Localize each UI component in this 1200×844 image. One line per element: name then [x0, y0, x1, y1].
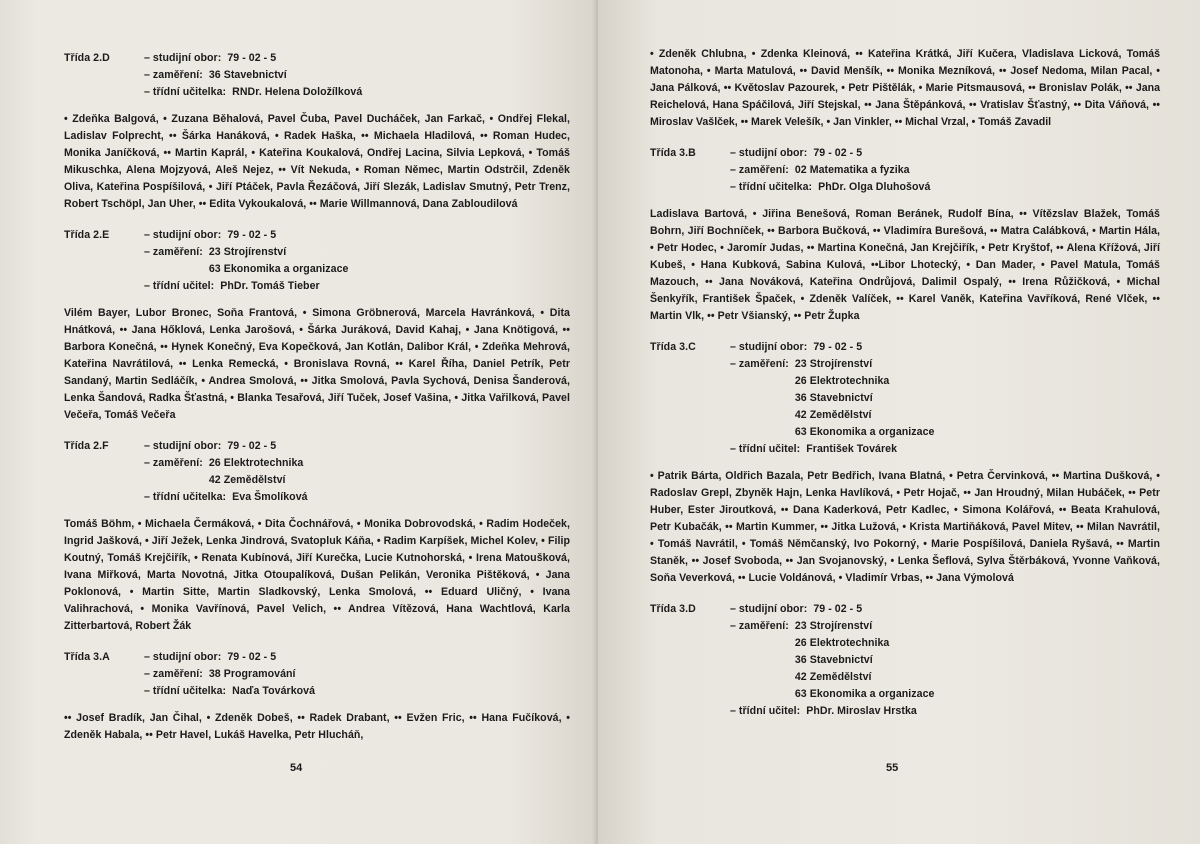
- detail-value: Naďa Továrková: [232, 685, 316, 697]
- class-header: [650, 339, 1160, 458]
- class-title: Třída 3.C: [650, 341, 696, 353]
- class-section: [650, 339, 1160, 587]
- detail-value: 42 Zemědělství: [794, 409, 872, 421]
- detail-value: 38 Programování: [208, 668, 296, 680]
- page-right: [598, 0, 1200, 844]
- class-header: [64, 227, 570, 295]
- student-list: [650, 468, 1160, 587]
- detail-key: – studijní obor:: [144, 229, 222, 241]
- names-paragraph: Ladislava Bartová, • Jiřina Benešová, Roman Beránek, Rudolf Bína, •• Vítězslav Blažek, Tomáš Bohrn, Jiří Bochníček, •• Barbora Bučková, •• Vladimíra Burešová, •• Matra Calábková, • Martin Hála, • Petr Hodec, • Jaromír Judas, •• Martina Konečná, Jan Krejčiřík, • Petr Kryštof, •• Alena Křížová, Jiří Kubeš, • Hana Kubková, Sabina Kulová, ••Libor Lhotecký, • Dan Mader, • Pavel Matula, Tomáš Mazouch, •• Jana Nováková, Kateřina Ondrůjová, Dalimil Ospalý, •• Irena Růžičková, • Michal Šenkyřík, František Špaček, • Zdeněk Valíček, •• Karel Vaněk, Kateřina Vavříková, René Vlček, •• Martin Vlk, •• Petr Všianský, •• Petr Župka: [650, 208, 1160, 322]
- class-title: Třída 2.D: [64, 52, 110, 64]
- detail-value: 23 Strojírenství: [794, 358, 873, 370]
- detail-row: [730, 407, 1160, 424]
- detail-row: [730, 686, 1160, 703]
- detail-key: – třídní učitel:: [730, 705, 801, 717]
- page-number-right: 55: [886, 762, 899, 774]
- detail-value: Eva Šmolíková: [232, 491, 308, 503]
- detail-value: 79 - 02 - 5: [227, 52, 277, 64]
- detail-key: – zaměření:: [144, 668, 203, 680]
- detail-key: – studijní obor:: [730, 603, 808, 615]
- class-details: [144, 50, 570, 101]
- class-title: Třída 3.D: [650, 603, 696, 615]
- detail-row: [730, 356, 1160, 373]
- detail-value: 26 Elektrotechnika: [794, 375, 890, 387]
- detail-key: – studijní obor:: [144, 52, 222, 64]
- detail-key: – třídní učitel:: [144, 280, 215, 292]
- detail-row: [730, 669, 1160, 686]
- detail-row: [144, 244, 570, 261]
- names-paragraph: Vilém Bayer, Lubor Bronec, Soňa Frantová, • Simona Gröbnerová, Marcela Havránková, • Dita Hnátková, •• Jana Hőklová, Lenka Jarošová, • Šárka Juráková, David Kahaj, • Jana Knötigová, •• Barbora Konečná, •• Hynek Konečný, Eva Kopečková, Jan Kotlán, Dalibor Král, • Zdeňka Mehrová, Kateřina Navrátilová, •• Lenka Remecká, • Bronislava Rovná, •• Karel Říha, Daniel Petrík, Petr Sandaný, Martin Sedláčík, • Andrea Smolová, •• Jitka Smolová, Pavla Sychová, Denisa Šanderová, Lenka Šandová, Radka Šťastná, • Blanka Tesařová, Jiří Tuček, Josef Vašina, • Jitka Vařilková, Pavel Večeřa, Tomáš Večeřa: [64, 307, 570, 421]
- page-number-left: 54: [290, 762, 303, 774]
- detail-value: 79 - 02 - 5: [227, 440, 277, 452]
- names-paragraph: Tomáš Böhm, • Michaela Čermáková, • Dita Čochnářová, • Monika Dobrovodská, • Radim Hodeček, Ingrid Jašková, • Jiří Ježek, Lenka Jindrová, Svatopluk Káňa, • Radim Karpíšek, Michel Kolev, • Filip Koutný, Tomáš Krejčiřík, • Renata Kubínová, Jiří Kurečka, Lucie Kutnohorská, • Irena Matoušková, Ivana Miřková, Marta Novotná, Jitka Otoupalíková, Dušan Pelikán, Veronika Pištěková, • Jana Poklonová, • Martin Sitte, Martin Sladkovský, Lenka Smolová, •• Eduard Uličný, • Ivana Valihrachová, • Monika Vavřínová, Pavel Velich, •• Andrea Vítězová, Hana Wachtlová, Karla Zitterbartová, Robert Žák: [64, 518, 570, 632]
- student-list: [650, 206, 1160, 325]
- detail-value: 36 Stavebnictví: [208, 69, 287, 81]
- class-details: [730, 145, 1160, 196]
- detail-value: František Továrek: [806, 443, 898, 455]
- detail-row: [730, 339, 1160, 356]
- detail-row: [730, 441, 1160, 458]
- detail-row: [144, 455, 570, 472]
- detail-row: [144, 227, 570, 244]
- detail-value: 42 Zemědělství: [794, 671, 872, 683]
- class-section: [64, 227, 570, 424]
- detail-row: [144, 261, 570, 278]
- class-details: [730, 601, 1160, 720]
- detail-value: RNDr. Helena Doložílková: [232, 86, 363, 98]
- detail-row: [144, 438, 570, 455]
- detail-key: – zaměření:: [730, 358, 789, 370]
- detail-row: [730, 162, 1160, 179]
- student-list: [64, 111, 570, 213]
- detail-row: [730, 373, 1160, 390]
- detail-value: 63 Ekonomika a organizace: [208, 263, 349, 275]
- class-details: [144, 649, 570, 700]
- detail-key: – zaměření:: [144, 69, 203, 81]
- detail-key: – třídní učitelka:: [144, 491, 227, 503]
- detail-row: [730, 635, 1160, 652]
- class-details: [144, 438, 570, 506]
- detail-row: [730, 179, 1160, 196]
- detail-row: [144, 683, 570, 700]
- class-title: Třída 3.B: [650, 147, 696, 159]
- names-paragraph: • Zdeňka Balgová, • Zuzana Běhalová, Pavel Čuba, Pavel Ducháček, Jan Farkač, • Ondřej Flekal, Ladislav Folprecht, •• Šárka Hanáková, • Radek Haška, •• Michaela Hladilová, •• Roman Hudec, Monika Janíčková, •• Martin Kaprál, • Kateřina Koukalová, Ondřej Lacina, Silvia Lepková, • Tomáš Mikuschka, Alena Mojzyová, Aleš Nejez, •• Vít Nekuda, • Roman Němec, Martin Odstrčil, Zdeněk Oliva, Kateřina Pospíšilová, • Jiří Ptáček, Pavla Řezáčová, Jiří Slezák, Ladislav Smutný, Petr Trenz, Robert Tschöpl, Jan Uher, •• Edita Vykoukalová, •• Marie Willmannová, Dana Zabloudilová: [64, 113, 570, 210]
- detail-key: – studijní obor:: [730, 341, 808, 353]
- class-header: [650, 601, 1160, 720]
- detail-row: [144, 489, 570, 506]
- detail-row: [144, 278, 570, 295]
- detail-key: – třídní učitel:: [730, 443, 801, 455]
- detail-value: PhDr. Tomáš Tieber: [220, 280, 320, 292]
- detail-value: 36 Stavebnictví: [794, 392, 873, 404]
- detail-row: [144, 649, 570, 666]
- detail-value: 79 - 02 - 5: [813, 603, 863, 615]
- detail-row: [144, 666, 570, 683]
- detail-row: [144, 84, 570, 101]
- student-list: [64, 305, 570, 424]
- detail-row: [730, 618, 1160, 635]
- class-details: [144, 227, 570, 295]
- detail-value: 79 - 02 - 5: [813, 341, 863, 353]
- class-header: [64, 438, 570, 506]
- detail-value: 42 Zemědělství: [208, 474, 286, 486]
- page-left: [0, 0, 598, 844]
- class-header: [650, 145, 1160, 196]
- class-title: Třída 3.A: [64, 651, 110, 663]
- class-header: [64, 649, 570, 700]
- class-section: [64, 649, 570, 744]
- class-title: Třída 2.E: [64, 229, 110, 241]
- names-paragraph: • Patrik Bárta, Oldřich Bazala, Petr Bedřich, Ivana Blatná, • Petra Červinková, •• Martina Dušková, • Radoslav Grepl, Zbyněk Hajn, Lenka Havlíková, • Petr Hojač, •• Jan Hroudný, Milan Hubáček, •• Petr Huber, Ester Jiroutková, •• Dana Kaderková, Petr Kadlec, • Simona Kolářová, •• Beata Krahulová, Petr Kubačák, •• Martin Kummer, •• Jitka Lužová, • Krista Martiňáková, Pavel Mitev, •• Milan Navrátil, • Tomáš Navrátil, • Tomáš Němčanský, Ivo Pokorný, • Marie Pospíšilová, Daniela Ryšavá, •• Martin Staněk, •• Josef Svoboda, •• Jan Svojanovský, • Lenka Šeflová, Sylva Štěrbáková, Yvonne Vaňková, Soňa Veverková, •• Lucie Voldánová, • Vladimír Vrbas, •• Jana Výmolová: [650, 470, 1160, 584]
- class-section: [650, 601, 1160, 720]
- detail-key: – zaměření:: [730, 620, 789, 632]
- detail-row: [730, 390, 1160, 407]
- detail-value: 26 Elektrotechnika: [208, 457, 304, 469]
- class-title: Třída 2.F: [64, 440, 109, 452]
- detail-key: – studijní obor:: [144, 651, 222, 663]
- detail-row: [144, 472, 570, 489]
- detail-key: – studijní obor:: [144, 440, 222, 452]
- detail-value: 23 Strojírenství: [208, 246, 287, 258]
- detail-row: [730, 601, 1160, 618]
- detail-value: PhDr. Miroslav Hrstka: [806, 705, 917, 717]
- class-section: [64, 50, 570, 213]
- detail-row: [730, 703, 1160, 720]
- detail-key: – třídní učitelka:: [144, 86, 227, 98]
- names-paragraph: •• Josef Bradík, Jan Čihal, • Zdeněk Dobeš, •• Radek Drabant, •• Evžen Fric, •• Hana Fučíková, • Zdeněk Habala, •• Petr Havel, Lukáš Havelka, Petr Hlucháň,: [64, 712, 570, 741]
- detail-value: 79 - 02 - 5: [227, 651, 277, 663]
- student-list: [64, 516, 570, 635]
- detail-value: 63 Ekonomika a organizace: [794, 688, 935, 700]
- names-paragraph: • Zdeněk Chlubna, • Zdenka Kleinová, •• Kateřina Krátká, Jiří Kučera, Vladislava Licková, Tomáš Matonoha, • Marta Matulová, •• David Menšík, •• Monika Mezníková, •• Josef Nedoma, Milan Pacal, • Jana Pálková, •• Květoslav Pazourek, • Petr Pištělák, • Marie Pitsmausová, •• Bronislav Polák, •• Jana Reichelová, Hana Spáčilová, Jiří Stejskal, •• Jana Štěpánková, •• Vratislav Šťastný, •• Dita Váňová, •• Miroslav Vašlček, •• Marek Velešík, • Jan Vinkler, •• Michal Vrzal, • Tomáš Zavadil: [650, 48, 1160, 128]
- detail-value: 23 Strojírenství: [794, 620, 873, 632]
- student-list: [64, 710, 570, 744]
- detail-value: 02 Matematika a fyzika: [794, 164, 910, 176]
- detail-key: – třídní učitelka:: [730, 181, 813, 193]
- detail-key: – zaměření:: [144, 457, 203, 469]
- detail-value: 36 Stavebnictví: [794, 654, 873, 666]
- right-page-content: [650, 145, 1160, 720]
- detail-row: [730, 652, 1160, 669]
- detail-row: [730, 145, 1160, 162]
- detail-key: – studijní obor:: [730, 147, 808, 159]
- detail-value: 79 - 02 - 5: [813, 147, 863, 159]
- detail-row: [730, 424, 1160, 441]
- detail-row: [144, 67, 570, 84]
- detail-value: 26 Elektrotechnika: [794, 637, 890, 649]
- continued-class-list: [650, 46, 1160, 131]
- class-details: [730, 339, 1160, 458]
- left-page-content: [64, 50, 570, 744]
- detail-value: 79 - 02 - 5: [227, 229, 277, 241]
- detail-key: – zaměření:: [730, 164, 789, 176]
- class-section: [650, 145, 1160, 325]
- detail-key: – zaměření:: [144, 246, 203, 258]
- detail-key: – třídní učitelka:: [144, 685, 227, 697]
- class-header: [64, 50, 570, 101]
- detail-value: 63 Ekonomika a organizace: [794, 426, 935, 438]
- detail-row: [144, 50, 570, 67]
- detail-value: PhDr. Olga Dluhošová: [818, 181, 931, 193]
- class-section: [64, 438, 570, 635]
